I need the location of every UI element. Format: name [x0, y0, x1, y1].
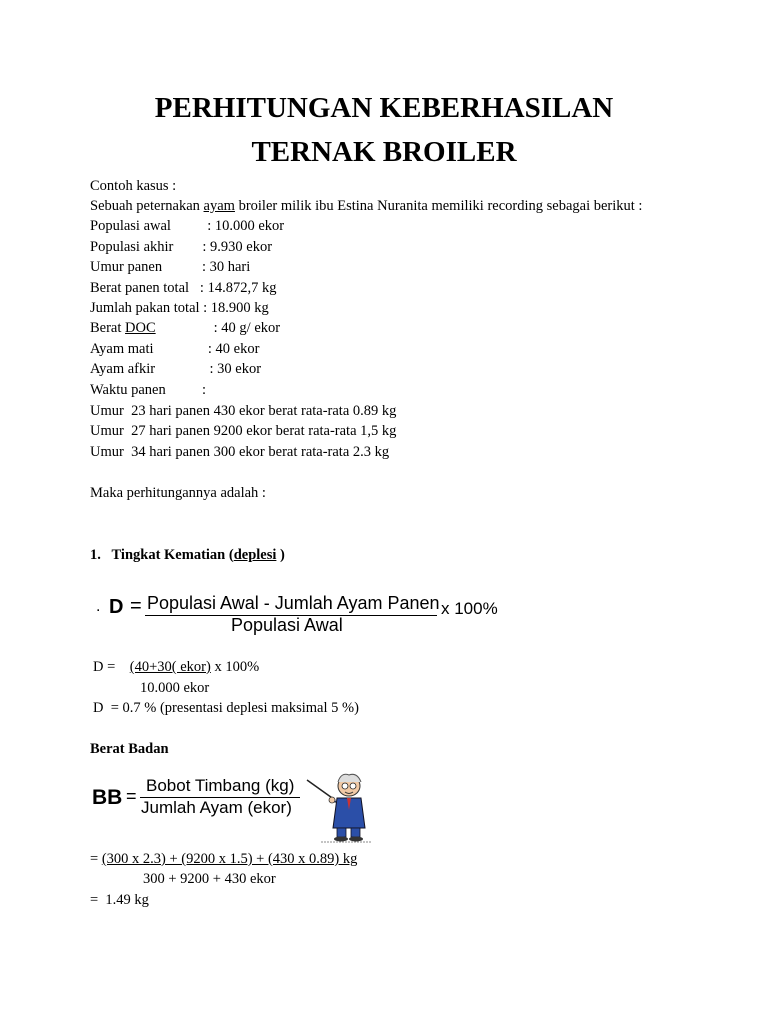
section-1-label-pre: Tingkat Kematian ( [111, 547, 234, 563]
calc-bb-line-1 [90, 851, 357, 868]
formula-d-multiplier: x 100% [441, 599, 498, 618]
calc-d-line-1-pre: D = [93, 659, 130, 675]
document-title-line-2: TERNAK BROILER [251, 136, 517, 168]
formula-d-eq: = [130, 595, 142, 617]
document-title-line-1: PERHITUNGAN KEBERHASILAN [154, 92, 614, 124]
calc-bb-line-3: = 1.49 kg [90, 892, 149, 908]
section-1-label-post: ) [276, 547, 285, 563]
formula-d-var: D [109, 596, 124, 618]
berat-doc-post: : 40 g/ ekor [155, 320, 281, 336]
formula-bb-numerator: Bobot Timbang (kg) [146, 776, 295, 795]
case-desc-post: broiler milik ibu Estina Nuranita memiliki recording sebagai berikut : [234, 198, 643, 214]
record-jumlah-pakan: Jumlah pakan total : 18.900 kg [90, 300, 269, 316]
record-waktu-panen: Waktu panen : [90, 382, 207, 398]
section-1-number: 1. [90, 547, 101, 563]
record-berat-doc [90, 320, 280, 337]
calc-d-line-1-post: x 100% [210, 659, 260, 675]
calc-d-line-2: 10.000 ekor [140, 680, 210, 696]
record-ayam-mati: Ayam mati : 40 ekor [90, 341, 260, 357]
record-berat-panen: Berat panen total : 14.872,7 kg [90, 280, 277, 296]
formula-d-numerator: Populasi Awal - Jumlah Ayam Panen [147, 593, 440, 613]
case-label: Contoh kasus : [90, 178, 177, 194]
calc-d-line-3: D = 0.7 % (presentasi deplesi maksimal 5 %) [93, 700, 359, 716]
calc-bb-line-2: 300 + 9200 + 430 ekor [143, 871, 276, 887]
formula-bb-var: BB [92, 786, 123, 809]
professor-pointing-icon [305, 770, 377, 844]
doc-link[interactable]: DOC [125, 320, 156, 336]
record-umur-panen: Umur panen : 30 hari [90, 259, 251, 275]
section-1-heading [90, 547, 285, 564]
record-umur-27: Umur 27 hari panen 9200 ekor berat rata-rata 1,5 kg [90, 423, 397, 439]
case-description [90, 198, 642, 215]
formula-bb-eq: = [126, 786, 137, 806]
record-umur-34: Umur 34 hari panen 300 ekor berat rata-rata 2.3 kg [90, 444, 390, 460]
calc-bb-line-1-pre: = [90, 851, 102, 867]
case-desc-pre: Sebuah peternakan [90, 198, 204, 214]
formula-d-dot: . [96, 598, 101, 615]
calc-d-line-1 [93, 659, 259, 676]
calc-bb-numerator: (300 x 2.3) + (9200 x 1.5) + (430 x 0.89) kg [101, 851, 358, 867]
berat-doc-pre: Berat [90, 320, 126, 336]
deplesi-link[interactable]: deplesi [233, 547, 277, 563]
formula-d-denominator: Populasi Awal [231, 615, 343, 635]
calc-d-numerator: (40+30( ekor) [129, 659, 211, 675]
ayam-link[interactable]: ayam [203, 198, 235, 214]
record-populasi-awal: Populasi awal : 10.000 ekor [90, 218, 285, 234]
record-umur-23: Umur 23 hari panen 430 ekor berat rata-rata 0.89 kg [90, 403, 397, 419]
formula-bb-denominator: Jumlah Ayam (ekor) [141, 798, 292, 817]
record-populasi-akhir: Populasi akhir : 9.930 ekor [90, 239, 273, 255]
section-2-heading: Berat Badan [90, 741, 169, 757]
record-ayam-afkir: Ayam afkir : 30 ekor [90, 361, 262, 377]
maka-text: Maka perhitungannya adalah : [90, 485, 266, 501]
